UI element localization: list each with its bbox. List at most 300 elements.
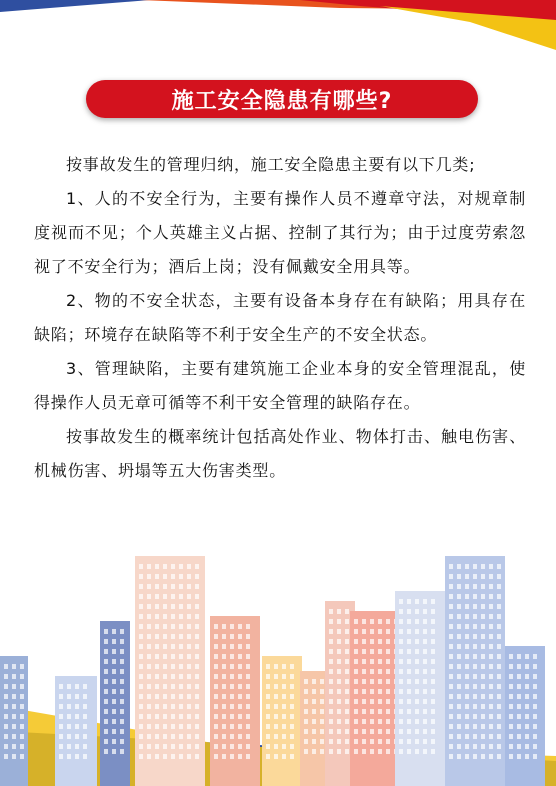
building-window bbox=[509, 754, 513, 759]
building-window bbox=[449, 644, 453, 649]
building-window bbox=[465, 564, 469, 569]
paragraph: 3、管理缺陷，主要有建筑施工企业本身的安全管理混乱，使得操作人员无章可循等不利干安全管理的缺陷存在。 bbox=[34, 359, 526, 412]
building-window bbox=[290, 674, 294, 679]
building-window bbox=[155, 634, 159, 639]
building-window bbox=[274, 744, 278, 749]
building-window bbox=[238, 714, 242, 719]
building-window bbox=[473, 674, 477, 679]
building-window bbox=[489, 714, 493, 719]
building-window bbox=[489, 564, 493, 569]
building-window bbox=[112, 749, 116, 754]
building-window bbox=[345, 609, 349, 614]
building-window bbox=[75, 694, 79, 699]
building-window bbox=[222, 654, 226, 659]
building-window bbox=[525, 724, 529, 729]
building-window bbox=[497, 714, 501, 719]
building-window bbox=[12, 674, 16, 679]
building-window bbox=[163, 624, 167, 629]
building-window bbox=[274, 674, 278, 679]
building-window bbox=[187, 754, 191, 759]
building-window bbox=[155, 754, 159, 759]
building-window bbox=[139, 614, 143, 619]
building-window bbox=[112, 679, 116, 684]
building-window bbox=[120, 649, 124, 654]
building-window bbox=[187, 654, 191, 659]
building-window bbox=[525, 704, 529, 709]
building-window bbox=[497, 664, 501, 669]
building-window bbox=[246, 644, 250, 649]
building-window bbox=[465, 664, 469, 669]
building-window bbox=[345, 619, 349, 624]
building-window bbox=[509, 664, 513, 669]
building-window bbox=[370, 629, 374, 634]
building-window bbox=[345, 699, 349, 704]
building-window bbox=[120, 709, 124, 714]
building-window bbox=[187, 574, 191, 579]
building-window bbox=[497, 584, 501, 589]
building-window bbox=[407, 599, 411, 604]
building-window bbox=[457, 664, 461, 669]
building-window bbox=[337, 619, 341, 624]
building-window bbox=[489, 624, 493, 629]
building-window bbox=[449, 664, 453, 669]
building-window bbox=[246, 684, 250, 689]
building-window bbox=[345, 629, 349, 634]
building-window bbox=[370, 679, 374, 684]
building-window bbox=[362, 719, 366, 724]
building-window bbox=[12, 734, 16, 739]
building-window bbox=[75, 714, 79, 719]
building-window bbox=[155, 684, 159, 689]
building-window bbox=[238, 734, 242, 739]
building-window bbox=[525, 714, 529, 719]
building-window bbox=[423, 599, 427, 604]
building-window bbox=[497, 704, 501, 709]
building-window bbox=[12, 664, 16, 669]
building-window bbox=[238, 684, 242, 689]
building-window bbox=[312, 719, 316, 724]
building-window bbox=[163, 714, 167, 719]
building-window bbox=[378, 649, 382, 654]
building-window bbox=[489, 594, 493, 599]
building-window bbox=[337, 729, 341, 734]
building-window bbox=[465, 754, 469, 759]
building-window bbox=[120, 699, 124, 704]
building-window bbox=[163, 684, 167, 689]
building-window bbox=[238, 624, 242, 629]
building-window bbox=[489, 634, 493, 639]
building-window bbox=[222, 754, 226, 759]
building-window bbox=[465, 724, 469, 729]
building-window bbox=[266, 664, 270, 669]
building-window bbox=[171, 604, 175, 609]
building-window bbox=[431, 659, 435, 664]
building-window bbox=[187, 614, 191, 619]
building-window bbox=[449, 674, 453, 679]
building-window bbox=[386, 659, 390, 664]
building-window bbox=[399, 599, 403, 604]
building-window bbox=[139, 714, 143, 719]
building-window bbox=[489, 724, 493, 729]
building-window bbox=[354, 639, 358, 644]
building-window bbox=[4, 724, 8, 729]
building-window bbox=[337, 649, 341, 654]
building-window bbox=[329, 709, 333, 714]
building-window bbox=[329, 619, 333, 624]
building-window bbox=[465, 684, 469, 689]
building-window bbox=[139, 574, 143, 579]
building-window bbox=[147, 604, 151, 609]
building-window bbox=[457, 754, 461, 759]
building-window bbox=[20, 674, 24, 679]
building-window bbox=[274, 664, 278, 669]
building-window bbox=[329, 649, 333, 654]
building-window bbox=[75, 704, 79, 709]
building-window bbox=[509, 674, 513, 679]
building-window bbox=[354, 619, 358, 624]
building-window bbox=[214, 674, 218, 679]
building-window bbox=[147, 714, 151, 719]
building-window bbox=[179, 714, 183, 719]
building-window bbox=[533, 664, 537, 669]
building-window bbox=[59, 724, 63, 729]
building-window bbox=[517, 754, 521, 759]
building-window bbox=[473, 614, 477, 619]
building-window bbox=[155, 584, 159, 589]
building-window bbox=[399, 699, 403, 704]
building-window bbox=[282, 734, 286, 739]
building-window bbox=[489, 694, 493, 699]
building-window bbox=[214, 684, 218, 689]
building-window bbox=[415, 599, 419, 604]
building-window bbox=[449, 734, 453, 739]
building-window bbox=[163, 754, 167, 759]
building-window bbox=[473, 724, 477, 729]
building-window bbox=[312, 689, 316, 694]
building-window bbox=[329, 699, 333, 704]
building-window bbox=[423, 609, 427, 614]
building-window bbox=[509, 694, 513, 699]
building-window bbox=[354, 679, 358, 684]
building-window bbox=[431, 609, 435, 614]
building-window bbox=[4, 664, 8, 669]
building-window bbox=[179, 634, 183, 639]
building-window bbox=[171, 714, 175, 719]
building-window bbox=[386, 699, 390, 704]
building-window bbox=[12, 704, 16, 709]
building-window bbox=[195, 564, 199, 569]
building-window bbox=[473, 594, 477, 599]
building-window bbox=[155, 644, 159, 649]
building-window bbox=[407, 709, 411, 714]
building-window bbox=[120, 629, 124, 634]
building-window bbox=[20, 704, 24, 709]
building-window bbox=[139, 564, 143, 569]
building-window bbox=[171, 674, 175, 679]
building-window bbox=[187, 594, 191, 599]
building-window bbox=[120, 669, 124, 674]
building-window bbox=[163, 734, 167, 739]
building-window bbox=[187, 664, 191, 669]
building-window bbox=[179, 704, 183, 709]
building-window bbox=[481, 714, 485, 719]
building-window bbox=[139, 654, 143, 659]
building-window bbox=[489, 664, 493, 669]
building-window bbox=[465, 734, 469, 739]
building-window bbox=[329, 639, 333, 644]
building-window bbox=[457, 684, 461, 689]
building-window bbox=[163, 704, 167, 709]
building-window bbox=[112, 699, 116, 704]
building-window bbox=[407, 629, 411, 634]
building-window bbox=[481, 614, 485, 619]
building-window bbox=[415, 729, 419, 734]
building-window bbox=[67, 724, 71, 729]
building-window bbox=[465, 744, 469, 749]
building-window bbox=[457, 734, 461, 739]
building-window bbox=[415, 609, 419, 614]
building-window bbox=[163, 664, 167, 669]
building-window bbox=[163, 634, 167, 639]
building-window bbox=[533, 654, 537, 659]
building-window bbox=[489, 734, 493, 739]
building-window bbox=[423, 689, 427, 694]
building-window bbox=[120, 729, 124, 734]
building-window bbox=[337, 699, 341, 704]
building-window bbox=[195, 624, 199, 629]
building-window bbox=[238, 644, 242, 649]
building-window bbox=[370, 669, 374, 674]
building-window bbox=[497, 604, 501, 609]
building-window bbox=[155, 704, 159, 709]
building-window bbox=[517, 674, 521, 679]
building-window bbox=[370, 659, 374, 664]
building-window bbox=[497, 624, 501, 629]
building-window bbox=[290, 684, 294, 689]
building-window bbox=[525, 744, 529, 749]
building-window bbox=[147, 564, 151, 569]
building-window bbox=[517, 654, 521, 659]
building-window bbox=[195, 744, 199, 749]
building-window bbox=[179, 624, 183, 629]
building-window bbox=[171, 664, 175, 669]
building-window bbox=[386, 719, 390, 724]
building-window bbox=[282, 664, 286, 669]
building-window bbox=[354, 699, 358, 704]
building-window bbox=[497, 744, 501, 749]
building-window bbox=[497, 614, 501, 619]
building-window bbox=[431, 689, 435, 694]
building-window bbox=[171, 624, 175, 629]
building-window bbox=[449, 604, 453, 609]
building-window bbox=[230, 644, 234, 649]
building-window bbox=[407, 609, 411, 614]
building-window bbox=[423, 719, 427, 724]
building-window bbox=[407, 739, 411, 744]
building-window bbox=[378, 669, 382, 674]
building-window bbox=[386, 649, 390, 654]
building-window bbox=[214, 624, 218, 629]
building-window bbox=[533, 744, 537, 749]
building-window bbox=[345, 679, 349, 684]
building-window bbox=[282, 684, 286, 689]
building-window bbox=[139, 734, 143, 739]
building-window bbox=[83, 684, 87, 689]
building-window bbox=[230, 684, 234, 689]
building-window bbox=[473, 574, 477, 579]
building-window bbox=[386, 679, 390, 684]
building-window bbox=[407, 719, 411, 724]
building-window bbox=[399, 739, 403, 744]
building-window bbox=[423, 639, 427, 644]
building-window bbox=[290, 744, 294, 749]
building-window bbox=[112, 659, 116, 664]
building-window bbox=[449, 614, 453, 619]
building-window bbox=[147, 674, 151, 679]
building-window bbox=[473, 714, 477, 719]
building-window bbox=[525, 654, 529, 659]
building-window bbox=[345, 729, 349, 734]
building-window bbox=[481, 634, 485, 639]
building-window bbox=[449, 744, 453, 749]
building-window bbox=[195, 614, 199, 619]
building-window bbox=[431, 729, 435, 734]
building-window bbox=[179, 564, 183, 569]
building-window bbox=[147, 634, 151, 639]
building-window bbox=[147, 724, 151, 729]
building-window bbox=[473, 654, 477, 659]
building-window bbox=[345, 709, 349, 714]
building-window bbox=[214, 754, 218, 759]
building-window bbox=[509, 724, 513, 729]
building-window bbox=[370, 719, 374, 724]
building-window bbox=[415, 709, 419, 714]
building-window bbox=[4, 704, 8, 709]
building-window bbox=[533, 704, 537, 709]
building-window bbox=[386, 669, 390, 674]
building-window bbox=[354, 709, 358, 714]
building-window bbox=[423, 659, 427, 664]
building-window bbox=[337, 659, 341, 664]
building-window bbox=[179, 594, 183, 599]
building-window bbox=[120, 749, 124, 754]
building-window bbox=[214, 744, 218, 749]
building-window bbox=[282, 714, 286, 719]
building-window bbox=[497, 644, 501, 649]
building-window bbox=[481, 674, 485, 679]
building-window bbox=[329, 749, 333, 754]
building-window bbox=[171, 574, 175, 579]
building-window bbox=[457, 594, 461, 599]
building-window bbox=[533, 714, 537, 719]
building-window bbox=[509, 704, 513, 709]
building-window bbox=[290, 724, 294, 729]
building-window bbox=[497, 594, 501, 599]
building-window bbox=[171, 734, 175, 739]
building-window bbox=[163, 584, 167, 589]
building-window bbox=[533, 734, 537, 739]
building-window bbox=[407, 749, 411, 754]
building-window bbox=[533, 754, 537, 759]
building-window bbox=[155, 734, 159, 739]
building-window bbox=[517, 714, 521, 719]
building-window bbox=[195, 664, 199, 669]
building-window bbox=[238, 744, 242, 749]
building-window bbox=[320, 699, 324, 704]
building-window bbox=[179, 754, 183, 759]
building-window bbox=[246, 744, 250, 749]
building-window bbox=[354, 729, 358, 734]
building-window bbox=[179, 734, 183, 739]
building-window bbox=[423, 709, 427, 714]
building-window bbox=[423, 649, 427, 654]
building-window bbox=[431, 709, 435, 714]
building-window bbox=[147, 704, 151, 709]
building-window bbox=[246, 664, 250, 669]
building-window bbox=[378, 619, 382, 624]
building-window bbox=[112, 629, 116, 634]
building-window bbox=[59, 744, 63, 749]
building-window bbox=[12, 694, 16, 699]
building-window bbox=[457, 584, 461, 589]
building-window bbox=[83, 734, 87, 739]
building-window bbox=[139, 684, 143, 689]
paragraph: 按事故发生的概率统计包括高处作业、物体打击、触电伤害、机械伤害、坍塌等五大伤害类型。 bbox=[34, 427, 526, 480]
building-window bbox=[415, 719, 419, 724]
building-window bbox=[171, 634, 175, 639]
building-window bbox=[20, 744, 24, 749]
building-window bbox=[171, 654, 175, 659]
building-window bbox=[222, 694, 226, 699]
building-window bbox=[246, 704, 250, 709]
building-window bbox=[489, 704, 493, 709]
building-window bbox=[230, 674, 234, 679]
building-window bbox=[230, 724, 234, 729]
building-window bbox=[457, 694, 461, 699]
building-window bbox=[431, 669, 435, 674]
building-window bbox=[509, 654, 513, 659]
building-window bbox=[399, 679, 403, 684]
building-window bbox=[337, 609, 341, 614]
building-window bbox=[230, 744, 234, 749]
building-window bbox=[230, 754, 234, 759]
building-window bbox=[112, 639, 116, 644]
building-window bbox=[195, 734, 199, 739]
building-window bbox=[67, 714, 71, 719]
building-window bbox=[238, 634, 242, 639]
building-window bbox=[481, 704, 485, 709]
building-window bbox=[415, 649, 419, 654]
building-window bbox=[465, 584, 469, 589]
building-window bbox=[304, 689, 308, 694]
building-window bbox=[362, 639, 366, 644]
building-window bbox=[407, 649, 411, 654]
building-window bbox=[457, 614, 461, 619]
building-window bbox=[320, 739, 324, 744]
building-window bbox=[120, 659, 124, 664]
building-window bbox=[274, 754, 278, 759]
building-window bbox=[187, 724, 191, 729]
building-window bbox=[147, 624, 151, 629]
building-window bbox=[473, 644, 477, 649]
building-window bbox=[147, 614, 151, 619]
building-window bbox=[67, 684, 71, 689]
building-window bbox=[163, 674, 167, 679]
building-window bbox=[415, 689, 419, 694]
building-window bbox=[163, 644, 167, 649]
building-window bbox=[465, 714, 469, 719]
building-window bbox=[489, 644, 493, 649]
